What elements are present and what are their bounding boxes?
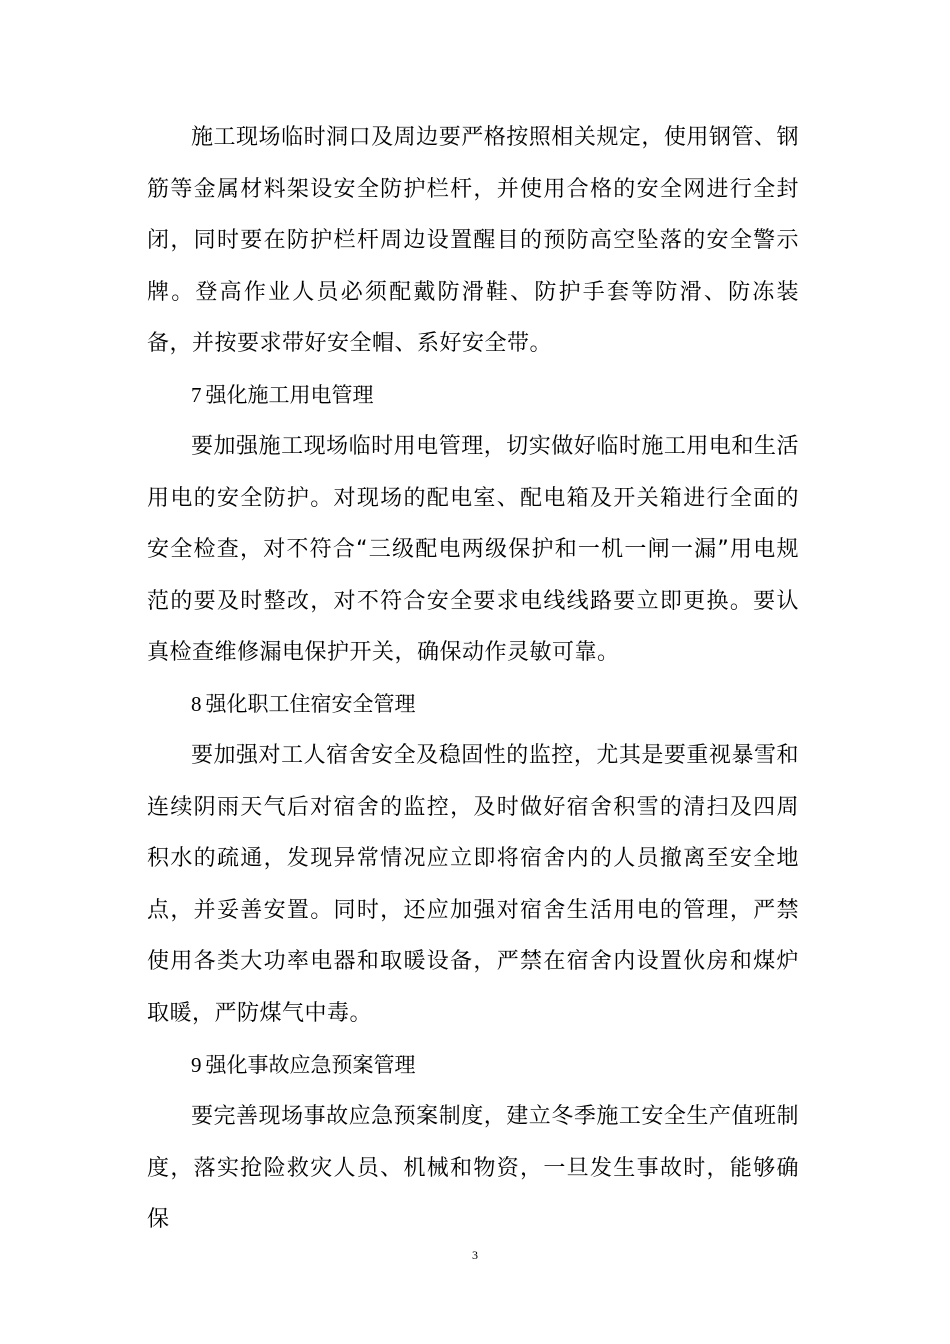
section-heading-7 (191, 380, 374, 410)
section-number: 9 (191, 1053, 202, 1077)
paragraph-emergency-plan: 要完善现场事故应急预案制度，建立冬季施工安全生产值班制度，落实抢险救灾人员、机械和物资，一旦发生事故时，能够确保 (147, 1104, 799, 1233)
paragraph-dormitory: 要加强对工人宿舍安全及稳固性的监控，尤其是要重视暴雪和连续阴雨天气后对宿舍的监控，及时做好宿舍积雪的清扫及四周积水的疏通，发现异常情况应立即将宿舍内的人员撤离至安全地点，并妥善安置。同时，还应加强对宿舍生活用电的管理，严禁使用各类大功率电器和取暖设备，严禁在宿舍内设置伙房和煤炉取暖，严防煤气中毒。 (147, 743, 799, 1026)
section-title: 强化职工住宿安全管理 (205, 692, 416, 716)
section-title: 强化施工用电管理 (205, 383, 374, 407)
paragraph-fall-protection: 施工现场临时洞口及周边要严格按照相关规定，使用钢管、钢筋等金属材料架设安全防护栏杆，并使用合格的安全网进行全封闭，同时要在防护栏杆周边设置醒目的预防高空坠落的安全警示牌。登高作业人员必须配戴防滑鞋、防护手套等防滑、防冻装备，并按要求带好安全帽、系好安全带。 (147, 125, 799, 357)
section-heading-8 (191, 689, 416, 719)
paragraph-electricity: 要加强施工现场临时用电管理，切实做好临时施工用电和生活用电的安全防护。对现场的配电室、配电箱及开关箱进行全面的安全检查，对不符合“三级配电两级保护和一机一闸一漏”用电规范的要及时整改，对不符合安全要求电线线路要立即更换。要认真检查维修漏电保护开关，确保动作灵敏可靠。 (147, 434, 799, 666)
page-number: 3 (472, 1248, 478, 1262)
section-title: 强化事故应急预案管理 (205, 1053, 416, 1077)
section-number: 7 (191, 383, 202, 407)
section-number: 8 (191, 692, 202, 716)
section-heading-9 (191, 1050, 416, 1080)
